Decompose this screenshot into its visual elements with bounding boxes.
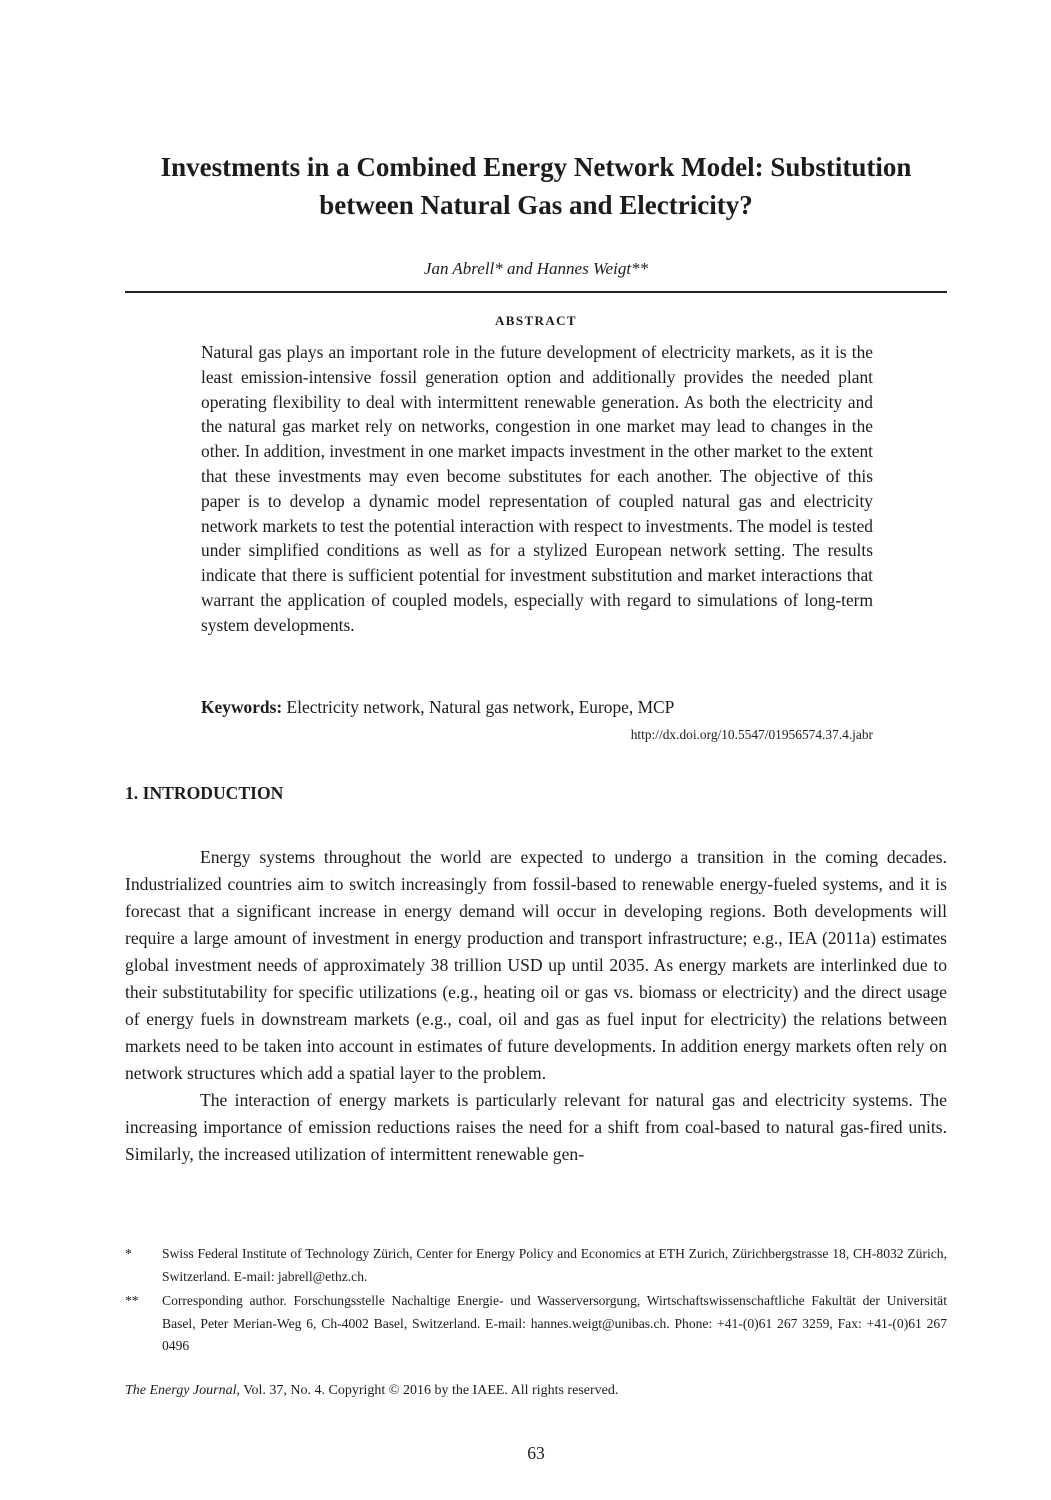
keywords-line bbox=[201, 695, 873, 719]
footnote-mark: * bbox=[125, 1246, 132, 1261]
footnote-item bbox=[125, 1290, 947, 1358]
introduction-body bbox=[125, 844, 947, 1168]
page-number: 63 bbox=[527, 1443, 545, 1463]
keywords-label: Keywords: bbox=[201, 697, 283, 717]
footnotes bbox=[125, 1243, 947, 1360]
intro-paragraph: Energy systems throughout the world are expected to undergo a transition in the coming decades. Industrialized countries aim to switch increasingly from fossil-based to renewable energy-fueled systems, and it is forecast that a significant increase in energy demand will occur in developing regions. Both developments will require a large amount of investment in energy production and transport infrastructure; e.g., IEA (2011a) estimates global investment needs of approximately 38 trillion USD up until 2035. As energy markets are interlinked due to their substitutability for specific utilizations (e.g., heating oil or gas vs. biomass or electricity) and the direct usage of energy fuels in downstream markets (e.g., coal, oil and gas as fuel input for electricity) the relations between markets need to be taken into account in estimates of future developments. In addition energy markets often rely on network structures which add a spatial layer to the problem. bbox=[125, 847, 947, 1083]
doi-link[interactable]: http://dx.doi.org/10.5547/01956574.37.4.jabr bbox=[630, 727, 873, 742]
section-heading-introduction: 1. INTRODUCTION bbox=[125, 783, 284, 803]
abstract-text-block bbox=[201, 340, 873, 638]
paper-title: Investments in a Combined Energy Network Model: Substitution between Natural Gas and Electricity? bbox=[160, 152, 912, 220]
keywords-values: Electricity network, Natural gas network, Europe, MCP bbox=[286, 697, 675, 717]
footnote-mark: ** bbox=[125, 1293, 139, 1308]
footnote-text: Corresponding author. Forschungsstelle Nachaltige Energie- und Wasserversorgung, Wirtschaftswissenschaftliche Fakultät der Universität Basel, Peter Merian-Weg 6, Ch-4002 Basel, Switzerland. E-mail: hannes.weigt@unibas.ch. Phone: +41-(0)61 267 3259, Fax: +41-(0)61 267 0496 bbox=[162, 1293, 947, 1353]
abstract-heading: ABSTRACT bbox=[495, 313, 577, 328]
footnote-text: Swiss Federal Institute of Technology Zürich, Center for Energy Policy and Economics at ETH Zurich, Zürichbergstrasse 18, CH-8032 Zürich, Switzerland. E-mail: jabrell@ethz.ch. bbox=[162, 1246, 947, 1284]
footnote-item bbox=[125, 1243, 947, 1288]
journal-name: The Energy Journal bbox=[125, 1383, 237, 1398]
author-list: Jan Abrell* and Hannes Weigt** bbox=[423, 259, 649, 278]
journal-copyright: , Vol. 37, No. 4. Copyright © 2016 by the IAEE. All rights reserved. bbox=[236, 1383, 619, 1398]
abstract-text: Natural gas plays an important role in the future development of electricity markets, as it is the least emission-intensive fossil generation option and additionally provides the needed plant operating flexibility to deal with intermittent renewable generation. As both the electricity and the natural gas market rely on networks, congestion in one market may lead to changes in the other. In addition, investment in one market impacts investment in the other market to the extent that these investments may even become substitutes for each another. The objective of this paper is to develop a dynamic model representation of coupled natural gas and electricity network markets to test the potential interaction with respect to investments. The model is tested under simplified conditions as well as for a stylized European network setting. The results indicate that there is sufficient potential for investment substitution and market interactions that warrant the application of coupled models, especially with regard to simulations of long-term system developments. bbox=[201, 342, 873, 635]
intro-paragraph: The interaction of energy markets is particularly relevant for natural gas and electricity systems. The increasing importance of emission reductions raises the need for a shift from coal-based to natural gas-fired units. Similarly, the increased utilization of intermittent renewable gen- bbox=[125, 1090, 947, 1164]
header-divider bbox=[125, 291, 947, 293]
journal-citation bbox=[125, 1383, 618, 1399]
